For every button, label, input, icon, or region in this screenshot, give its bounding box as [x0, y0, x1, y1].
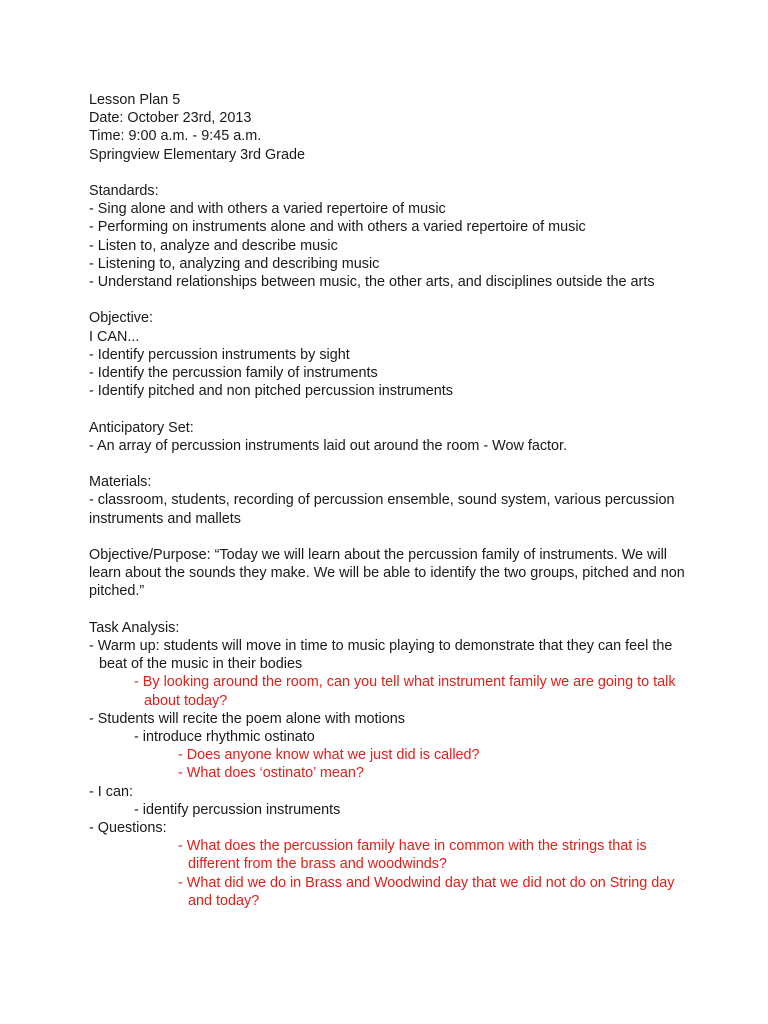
materials-heading: Materials:: [89, 474, 152, 491]
task-analysis-heading: Task Analysis:: [89, 619, 180, 636]
lesson-school: Springview Elementary 3rd Grade: [89, 146, 305, 163]
lesson-plan: [89, 91, 689, 910]
task-questions: - Questions:: [89, 820, 167, 837]
spacer: [89, 400, 689, 418]
anticipatory-set-heading: Anticipatory Set:: [89, 419, 194, 436]
objective-intro: I CAN...: [89, 328, 140, 345]
objective-item: - Identify pitched and non pitched percussion instruments: [89, 383, 453, 400]
objective-item: - Identify percussion instruments by sight: [89, 346, 350, 363]
materials-item: - classroom, students, recording of percussion ensemble, sound system, various percussion instruments and mallets: [89, 492, 675, 527]
task-ostinato: - introduce rhythmic ostinato: [134, 729, 315, 746]
objective-item: - Identify the percussion family of instruments: [89, 365, 378, 382]
task-warmup-question: - By looking around the room, can you tell what instrument family we are going to talk about today?: [134, 674, 676, 709]
standard-item: - Listen to, analyze and describe music: [89, 237, 338, 254]
spacer: [89, 291, 689, 309]
task-ican-item: - identify percussion instruments: [134, 801, 341, 818]
anticipatory-set-item: - An array of percussion instruments laid out around the room - Wow factor.: [89, 437, 568, 454]
objective-purpose: Objective/Purpose: “Today we will learn about the percussion family of instruments. We will learn about the sounds they make. We will be able to identify the two groups, pitched and non pitched.”: [89, 547, 685, 600]
spacer: [89, 601, 689, 619]
standards-heading: Standards:: [89, 183, 159, 199]
spacer: [89, 164, 689, 182]
task-question: - What did we do in Brass and Woodwind day that we did not do on String day and today?: [178, 874, 675, 909]
spacer: [89, 528, 689, 546]
task-question: - What does the percussion family have in common with the strings that is different from the brass and woodwinds?: [178, 838, 647, 873]
task-ican: - I can:: [89, 783, 133, 800]
standard-item: - Performing on instruments alone and with others a varied repertoire of music: [89, 219, 586, 236]
standard-item: - Sing alone and with others a varied repertoire of music: [89, 201, 446, 218]
task-warmup: - Warm up: students will move in time to music playing to demonstrate that they can feel the beat of the music in their bodies: [89, 638, 673, 673]
task-ostinato-question: - Does anyone know what we just did is called?: [178, 747, 480, 764]
lesson-time: Time: 9:00 a.m. - 9:45 a.m.: [89, 128, 262, 145]
task-poem: - Students will recite the poem alone with motions: [89, 710, 405, 727]
standard-item: - Understand relationships between music, the other arts, and disciplines outside the arts: [89, 274, 655, 291]
objective-heading: Objective:: [89, 310, 153, 327]
lesson-date: Date: October 23rd, 2013: [89, 110, 252, 127]
spacer: [89, 455, 689, 473]
lesson-title: Lesson Plan 5: [89, 92, 181, 108]
task-ostinato-question: - What does ‘ostinato’ mean?: [178, 765, 364, 782]
standard-item: - Listening to, analyzing and describing music: [89, 255, 380, 272]
